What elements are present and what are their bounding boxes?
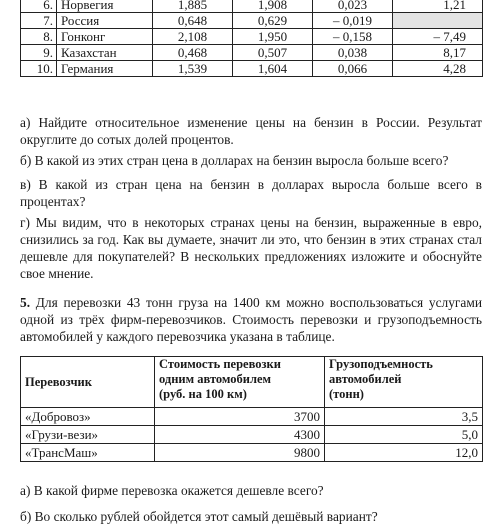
- row-number: 7.: [21, 13, 57, 29]
- row-number: 9.: [21, 45, 57, 61]
- table-row: [21, 61, 483, 77]
- header-line: одним автомобилем: [159, 372, 272, 386]
- price-cell: 0,648: [153, 13, 233, 29]
- row-number: 8.: [21, 29, 57, 45]
- table-row: [21, 0, 483, 13]
- header-line: Стоимость перевозки: [159, 357, 281, 371]
- country-name: Россия: [57, 13, 153, 29]
- table-row: [21, 444, 483, 462]
- table-header-row: [21, 357, 483, 408]
- question-b: б) В какой из этих стран цена в долларах на бензин выросла больше всего?: [20, 153, 449, 168]
- country-name: Германия: [57, 61, 153, 77]
- header-line: (тонн): [329, 387, 364, 401]
- carrier-capacity: 12,0: [325, 444, 483, 462]
- carrier-capacity: 3,5: [325, 408, 483, 426]
- price-cell: 1,604: [233, 61, 313, 77]
- task5-question-b: б) Во сколько рублей обойдется этот самый дешёвый вариант?: [20, 509, 378, 524]
- question-g: г) Мы видим, что в некоторых странах цены на бензин, выраженные в евро, снизились за год. Как вы думаете, значит ли это, что бензин в этих странах стал дешевле для покупателей? В нескольких предложениях изложите и обоснуйте свое мнение.: [20, 215, 482, 281]
- carriers-table: [20, 356, 483, 462]
- question-v: в) В какой из стран цена на бензин в долларах выросла больше всего в процентах?: [20, 177, 482, 209]
- carrier-cost: 9800: [155, 444, 325, 462]
- percent-cell: – 7,49: [393, 29, 483, 45]
- price-cell: 0,629: [233, 13, 313, 29]
- task5-number: 5.: [20, 295, 31, 310]
- table-row: [21, 426, 483, 444]
- header-line: Грузоподъемность: [329, 357, 433, 371]
- task5-question-a: а) В какой фирме перевозка окажется дешевле всего?: [20, 483, 324, 498]
- header-cost: [155, 357, 325, 408]
- percent-cell: 8,17: [393, 45, 483, 61]
- task5-text: Для перевозки 43 тонн груза на 1400 км можно воспользоваться услугами одной из трёх фирм-перевозчиков. Стоимость перевозки и грузоподъемность автомобилей у каждого перевозчика указана в таблице.: [20, 295, 482, 344]
- price-cell: 0,507: [233, 45, 313, 61]
- table-row: [21, 408, 483, 426]
- change-cell: – 0,019: [313, 13, 393, 29]
- price-cell: 2,108: [153, 29, 233, 45]
- table-row: [21, 45, 483, 61]
- carrier-name: «Добровоз»: [21, 408, 155, 426]
- percent-cell: 1,21: [393, 0, 483, 13]
- price-cell: 1,539: [153, 61, 233, 77]
- price-cell: 1,885: [153, 0, 233, 13]
- price-cell: 1,950: [233, 29, 313, 45]
- header-line: автомобилей: [329, 372, 402, 386]
- change-cell: 0,066: [313, 61, 393, 77]
- header-carrier: Перевозчик: [21, 357, 155, 408]
- country-name: Норвегия: [57, 0, 153, 13]
- table-row: [21, 29, 483, 45]
- change-cell: 0,023: [313, 0, 393, 13]
- percent-cell-empty: [393, 13, 483, 29]
- carrier-cost: 3700: [155, 408, 325, 426]
- fuel-price-table: [20, 0, 483, 77]
- header-capacity: [325, 357, 483, 408]
- price-cell: 0,468: [153, 45, 233, 61]
- country-name: Казахстан: [57, 45, 153, 61]
- table-row: [21, 13, 483, 29]
- row-number: 6.: [21, 0, 57, 13]
- price-cell: 1,908: [233, 0, 313, 13]
- row-number: 10.: [21, 61, 57, 77]
- carrier-cost: 4300: [155, 426, 325, 444]
- change-cell: 0,038: [313, 45, 393, 61]
- change-cell: – 0,158: [313, 29, 393, 45]
- percent-cell: 4,28: [393, 61, 483, 77]
- country-name: Гонконг: [57, 29, 153, 45]
- carrier-name: «ТрансМаш»: [21, 444, 155, 462]
- header-line: (руб. на 100 км): [159, 387, 247, 401]
- carrier-name: «Грузи-вези»: [21, 426, 155, 444]
- carrier-capacity: 5,0: [325, 426, 483, 444]
- question-a: а) Найдите относительное изменение цены на бензин в России. Результат округлите до сотых долей процентов.: [20, 115, 482, 147]
- task5-statement: [20, 294, 482, 345]
